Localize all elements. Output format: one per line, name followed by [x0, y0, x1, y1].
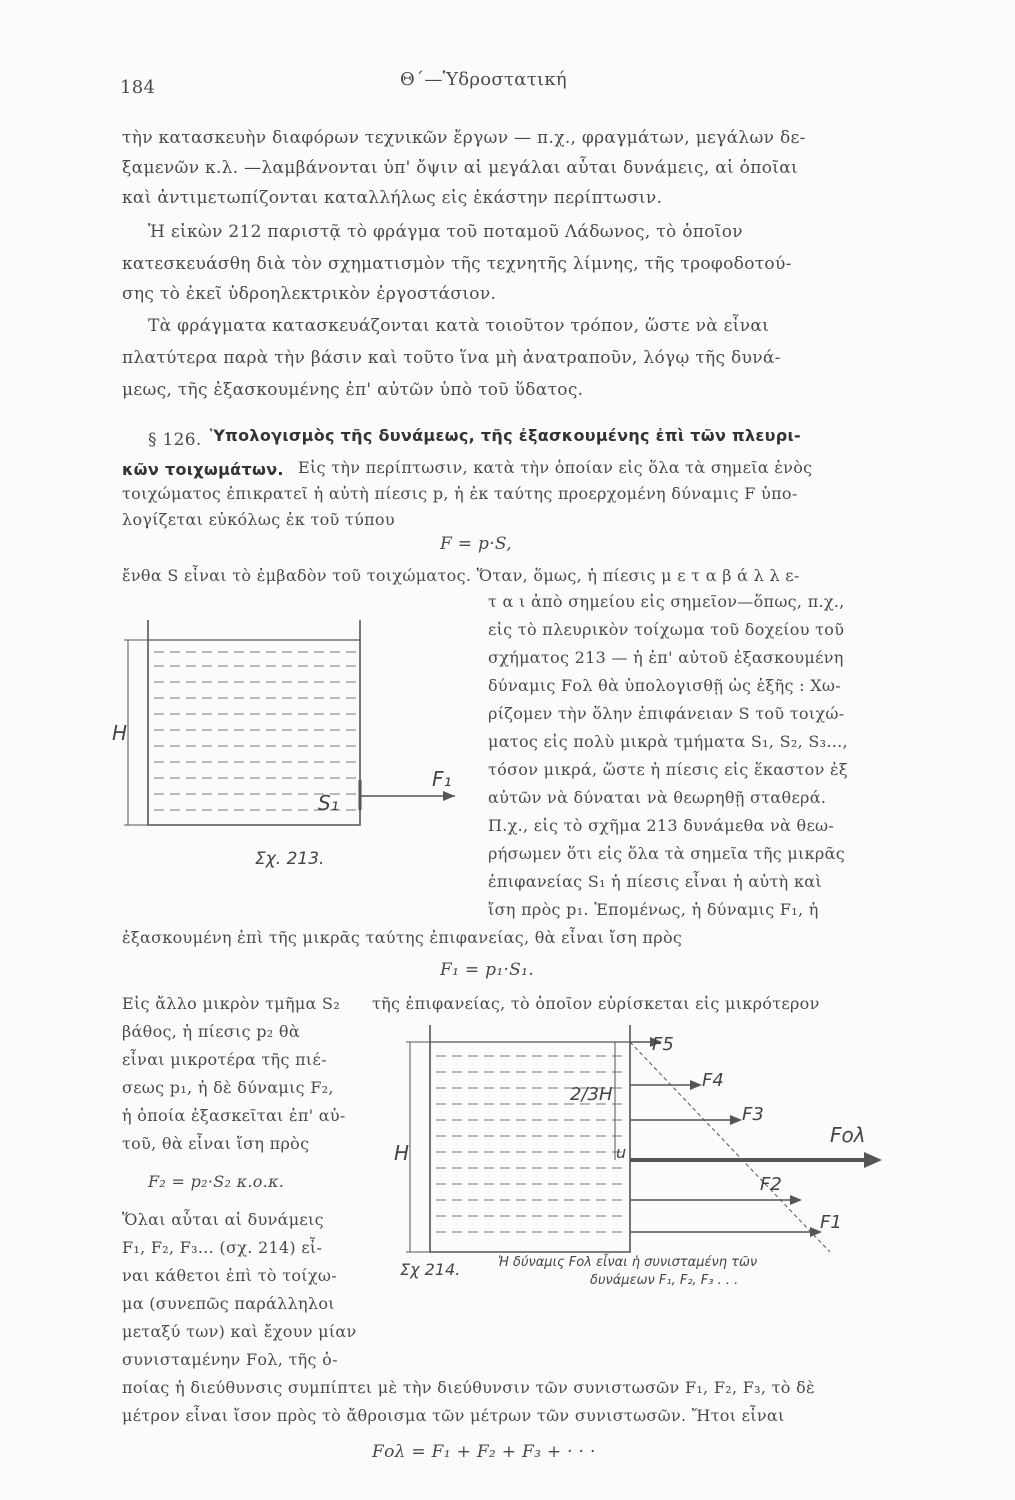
- label-f1: F1: [820, 1212, 842, 1233]
- text-line: ρήσωμεν ὅτι εἰς ὅλα τὰ σημεῖα τῆς μικρᾶς: [488, 844, 846, 863]
- page-number: 184: [120, 77, 156, 98]
- text-line: τόσον μικρά, ὥστε ἡ πίεσις εἰς ἕκαστον ἐξ: [488, 760, 849, 779]
- text-line: σχήματος 213 — ἡ ἐπ' αὐτοῦ ἐξασκουμένη: [488, 648, 844, 667]
- water-dashes: [154, 652, 356, 810]
- pressure-triangle-hyp: [630, 1042, 830, 1252]
- text-line: ἔνθα S εἶναι τὸ ἐμβαδὸν τοῦ τοιχώματος. Ὅταν, ὅμως, ἡ πίεσις μ ε τ α β ά λ λ ε-: [122, 566, 800, 585]
- text-line: ματος εἰς πολὺ μικρὰ τμήματα S₁, S₂, S₃...,: [488, 732, 848, 751]
- label-f4: F4: [702, 1070, 724, 1091]
- label-f5: F5: [652, 1034, 674, 1055]
- figure-214-caption-2: δυνάμεων F₁, F₂, F₃ . . .: [590, 1273, 739, 1288]
- text-line: μέτρον εἶναι ἴσον πρὸς τὸ ἄθροισμα τῶν μέτρων τῶν συνιστωσῶν. Ἤτοι εἶναι: [122, 1406, 785, 1425]
- label-u: u: [616, 1143, 627, 1162]
- text-line: τὴν κατασκευὴν διαφόρων τεχνικῶν ἔργων — π.χ., φραγμάτων, μεγάλων δε-: [122, 128, 806, 148]
- formula: F₂ = p₂·S₂ κ.ο.κ.: [148, 1172, 285, 1191]
- running-title: Θ΄—Ὑδροστατική: [400, 69, 567, 90]
- text-line: λογίζεται εὐκόλως ἐκ τοῦ τύπου: [122, 510, 395, 529]
- text-line: ἡ ὁποία ἐξασκεῖται ἐπ' αὐ-: [122, 1106, 346, 1125]
- text-line: σεως p₁, ἡ δὲ δύναμις F₂,: [122, 1078, 334, 1097]
- text-line: ρίζομεν τὴν ὅλην ἐπιφάνειαν S τοῦ τοιχώ-: [488, 704, 845, 723]
- label-fol: Fολ: [830, 1123, 866, 1147]
- text-line: ποίας ἡ διεύθυνσις συμπίπτει μὲ τὴν διεύθυνσιν τῶν συνιστωσῶν F₁, F₂, F₃, τὸ δὲ: [122, 1378, 815, 1397]
- text-line: Ἡ εἰκὼν 212 παριστᾷ τὸ φράγμα τοῦ ποταμοῦ Λάδωνος, τὸ ὁποῖον: [148, 222, 743, 242]
- text-line: εἰς τὸ πλευρικὸν τοίχωμα τοῦ δοχείου τοῦ: [488, 620, 845, 639]
- label-f1: F₁: [432, 767, 452, 791]
- text-line: καὶ ἀντιμετωπίζονται καταλλήλως εἰς ἑκάστην περίπτωσιν.: [122, 188, 663, 208]
- water-dashes: [436, 1056, 626, 1232]
- text-line: αὐτῶν νὰ δύναται νὰ θεωρηθῇ σταθερά.: [488, 788, 827, 807]
- figure-214-caption-num: Σχ 214.: [400, 1260, 461, 1279]
- label-f3: F3: [742, 1104, 764, 1125]
- figure-213-caption: Σχ. 213.: [255, 849, 325, 869]
- text-line: Τὰ φράγματα κατασκευάζονται κατὰ τοιοῦτον τρόπον, ὥστε νὰ εἶναι: [148, 316, 770, 336]
- text-line: τοιχώματος ἐπικρατεῖ ἡ αὐτὴ πίεσις p, ἡ ἐκ ταύτης προερχομένη δύναμις F ὑπο-: [122, 484, 798, 503]
- text-line: τῆς ἐπιφανείας, τὸ ὁποῖον εὑρίσκεται εἰς μικρότερον: [372, 994, 820, 1013]
- text-line: εἶναι μικροτέρα τῆς πιέ-: [122, 1050, 327, 1069]
- section-number: § 126.: [148, 430, 202, 450]
- label-f2: F2: [760, 1174, 782, 1195]
- label-h: H: [394, 1141, 410, 1165]
- formula: F₁ = p₁·S₁.: [440, 960, 534, 980]
- text-line: τοῦ, θὰ εἶναι ἴση πρὸς: [122, 1134, 310, 1153]
- formula: Fολ = F₁ + F₂ + F₃ + · · ·: [372, 1442, 596, 1462]
- section-title: Ὑπολογισμὸς τῆς δυνάμεως, τῆς ἐξασκουμένης ἐπὶ τῶν πλευρι-: [210, 426, 801, 445]
- figure-214-caption: Ἡ δύναμις Fολ εἶναι ἡ συνισταμένη τῶν: [498, 1255, 758, 1270]
- label-two-thirds-h: 2/3H: [570, 1084, 613, 1105]
- text-line: σης τὸ ἐκεῖ ὑδροηλεκτρικὸν ἐργοστάσιον.: [122, 284, 497, 304]
- text-line: μα (συνεπῶς παράλληλοι: [122, 1294, 335, 1313]
- formula: F = p·S,: [440, 534, 512, 554]
- vessel-outline: [430, 1025, 630, 1252]
- text-line: Ὅλαι αὗται αἱ δυνάμεις: [122, 1210, 324, 1229]
- label-s1: S₁: [318, 791, 339, 815]
- section-title-cont: κῶν τοιχωμάτων.: [122, 460, 284, 479]
- text-line: Εἰς τὴν περίπτωσιν, κατὰ τὴν ὁποίαν εἰς ὅλα τὰ σημεῖα ἑνὸς: [298, 458, 813, 477]
- text-line: ξαμενῶν κ.λ. —λαμβάνονται ὑπ' ὄψιν αἱ μεγάλαι αὗται δυνάμεις, αἱ ὁποῖαι: [122, 158, 798, 178]
- text-line: πλατύτερα παρὰ τὴν βάσιν καὶ τοῦτο ἵνα μὴ ἀνατραποῦν, λόγῳ τῆς δυνά-: [122, 348, 781, 368]
- text-line: Π.χ., εἰς τὸ σχῆμα 213 δυνάμεθα νὰ θεω-: [488, 816, 835, 835]
- text-line: F₁, F₂, F₃... (σχ. 214) εἶ-: [122, 1238, 323, 1257]
- text-line: μεταξύ των) καὶ ἔχουν μίαν: [122, 1322, 357, 1341]
- text-line: τ α ι ἀπὸ σημείου εἰς σημεῖον—ὅπως, π.χ.,: [488, 592, 845, 611]
- text-line: ναι κάθετοι ἐπὶ τὸ τοίχω-: [122, 1266, 337, 1285]
- text-line: ἐξασκουμένη ἐπὶ τῆς μικρᾶς ταύτης ἐπιφανείας, θὰ εἶναι ἴση πρὸς: [122, 928, 683, 947]
- figure-214: [390, 1020, 910, 1330]
- text-line: βάθος, ἡ πίεσις p₂ θὰ: [122, 1022, 300, 1041]
- text-line: μεως, τῆς ἐξασκουμένης ἐπ' αὐτῶν ὑπὸ τοῦ ὕδατος.: [122, 380, 584, 400]
- figure-213: [110, 600, 470, 900]
- text-line: ἐπιφανείας S₁ ἡ πίεσις εἶναι ἡ αὐτὴ καὶ: [488, 872, 822, 891]
- label-h: H: [112, 721, 128, 745]
- text-line: Εἰς ἄλλο μικρὸν τμῆμα S₂: [122, 994, 341, 1013]
- text-line: κατεσκευάσθη διὰ τὸν σχηματισμὸν τῆς τεχνητῆς λίμνης, τῆς τροφοδοτού-: [122, 254, 792, 274]
- text-line: δύναμις Fολ θὰ ὑπολογισθῇ ὡς ἑξῆς : Χω-: [488, 676, 841, 695]
- text-line: συνισταμένην Fολ, τῆς ὁ-: [122, 1350, 338, 1369]
- text-line: ἴση πρὸς p₁. Ἐπομένως, ἡ δύναμις F₁, ἡ: [488, 900, 819, 919]
